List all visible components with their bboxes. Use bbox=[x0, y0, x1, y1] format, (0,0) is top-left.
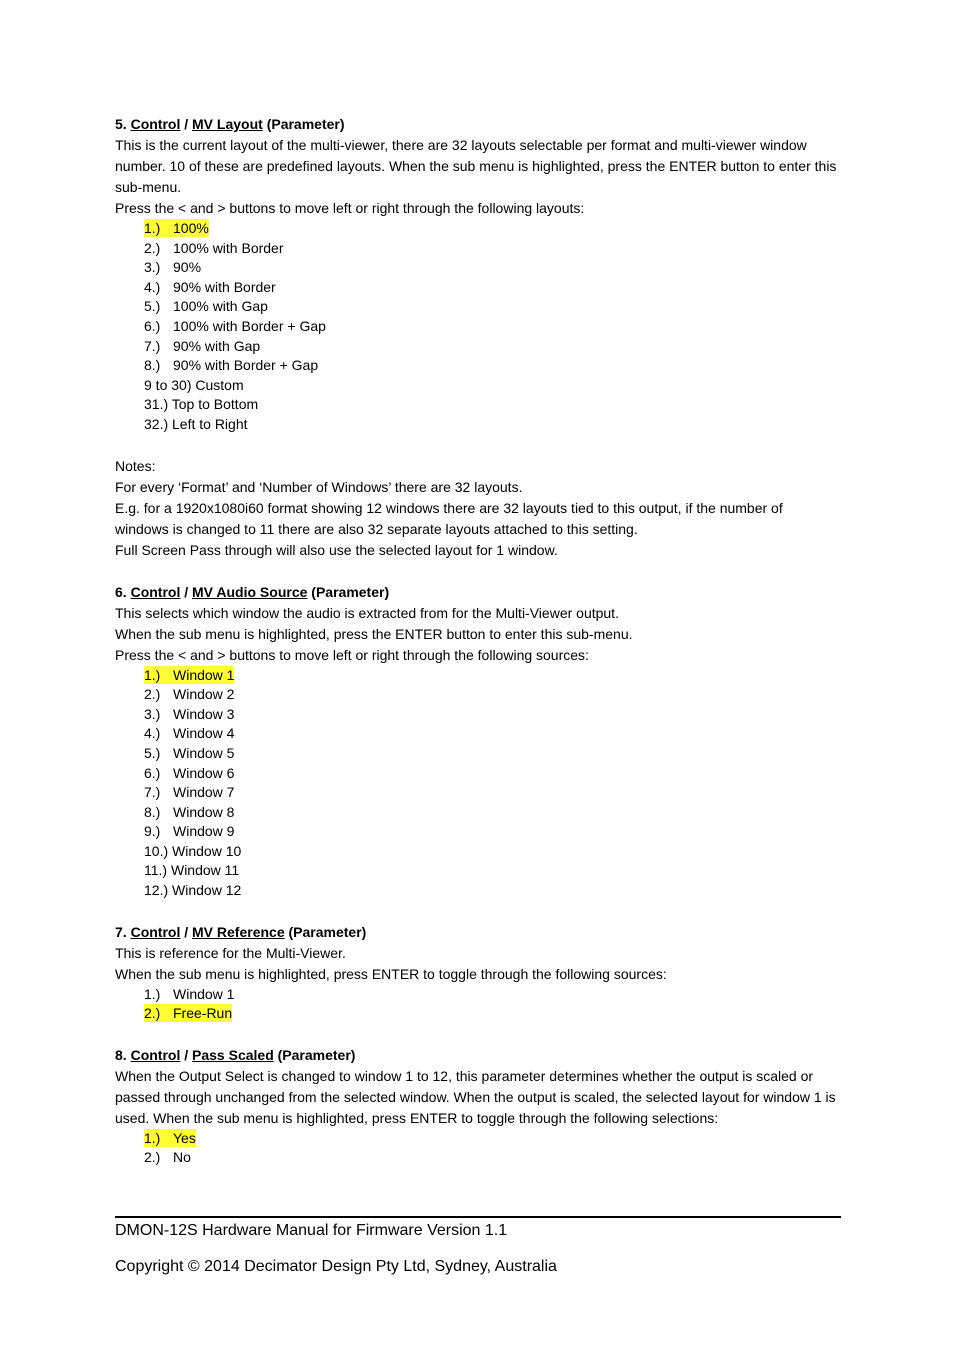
pass-scaled-link[interactable]: Pass Scaled bbox=[192, 1046, 274, 1063]
reference-options-list bbox=[115, 985, 840, 1024]
list-item-number: 9.) bbox=[144, 823, 161, 840]
list-item-number: 8.) bbox=[144, 803, 161, 820]
list-item-text: 32.) Left to Right bbox=[144, 415, 248, 432]
mv-reference-link[interactable]: MV Reference bbox=[192, 923, 285, 940]
list-item-text: Window 1 bbox=[173, 666, 235, 683]
control-link[interactable]: Control bbox=[130, 923, 181, 940]
list-item-text: 31.) Top to Bottom bbox=[144, 396, 259, 413]
section-heading bbox=[115, 582, 840, 603]
highlighted-selection bbox=[144, 1004, 232, 1022]
highlighted-selection bbox=[144, 219, 209, 237]
heading-separator: / bbox=[184, 116, 189, 132]
list-item-number: 1.) bbox=[144, 1129, 161, 1146]
list-item bbox=[115, 685, 840, 705]
highlighted-selection bbox=[144, 1129, 196, 1147]
section-mv-audio-source bbox=[115, 582, 840, 901]
list-item-content bbox=[144, 745, 234, 761]
footer-manual-title: DMON-12S Hardware Manual for Firmware Version 1.1 bbox=[115, 1222, 508, 1239]
list-item-text: Window 2 bbox=[173, 686, 235, 703]
section-number: 8. bbox=[115, 1046, 127, 1063]
list-item bbox=[115, 278, 840, 298]
note-line: E.g. for a 1920x1080i60 format showing 12 windows there are 32 layouts tied to this output, if the number of windows is changed to 11 there are also 32 separate layouts attached to this setting. bbox=[115, 499, 783, 537]
list-item-text: 100% with Border + Gap bbox=[173, 317, 326, 334]
list-item-text: Window 3 bbox=[173, 705, 235, 722]
list-item bbox=[115, 337, 840, 357]
list-item-content bbox=[144, 240, 284, 256]
list-item-number: 1.) bbox=[144, 666, 161, 683]
list-item-content bbox=[144, 706, 234, 722]
list-item bbox=[115, 239, 840, 259]
list-item-content bbox=[144, 298, 268, 314]
list-item bbox=[115, 666, 840, 686]
list-item bbox=[115, 783, 840, 803]
section-heading bbox=[115, 1045, 840, 1066]
list-item bbox=[115, 744, 840, 764]
heading-separator: / bbox=[184, 1046, 189, 1063]
section-heading bbox=[115, 922, 840, 943]
list-item bbox=[115, 356, 840, 376]
section-number: 6. bbox=[115, 583, 127, 600]
section-line: When the sub menu is highlighted, press ENTER to toggle through the following sources: bbox=[115, 965, 667, 982]
section-line: This selects which window the audio is extracted from for the Multi-Viewer output. bbox=[115, 604, 619, 621]
list-item-number: 2.) bbox=[144, 1005, 161, 1022]
list-item-text: Window 6 bbox=[173, 764, 235, 781]
section-mv-reference bbox=[115, 922, 840, 1024]
list-item-text: 12.) Window 12 bbox=[144, 882, 242, 899]
list-item-text: Window 9 bbox=[173, 823, 235, 840]
list-item bbox=[115, 724, 840, 744]
list-item-content bbox=[144, 279, 276, 295]
list-item-number: 1.) bbox=[144, 220, 161, 236]
list-item bbox=[115, 705, 840, 725]
list-item-content bbox=[144, 804, 234, 820]
list-item-number: 7.) bbox=[144, 337, 161, 354]
list-item-content bbox=[144, 357, 318, 373]
section-description: When the Output Select is changed to window 1 to 12, this parameter determines whether the output is scaled or passed through unchanged from the selected window. When the output is scaled, the selected layout for window 1 is used. When the sub menu is highlighted, press ENTER to toggle through the following selections: bbox=[115, 1067, 836, 1126]
list-item bbox=[115, 1148, 840, 1168]
list-item-text: 90% with Border + Gap bbox=[173, 357, 319, 374]
list-item bbox=[115, 317, 840, 337]
pass-scaled-options-list bbox=[115, 1129, 840, 1168]
control-link[interactable]: Control bbox=[130, 583, 181, 600]
heading-separator: / bbox=[184, 583, 189, 600]
list-item bbox=[115, 881, 840, 901]
list-item-content bbox=[144, 725, 234, 741]
footer-copyright: Copyright © 2014 Decimator Design Pty Ltd, Sydney, Australia bbox=[115, 1258, 557, 1275]
manual-page bbox=[115, 114, 840, 1168]
heading-tail: (Parameter) bbox=[277, 1046, 356, 1063]
list-item-text: Window 1 bbox=[173, 985, 235, 1002]
control-link[interactable]: Control bbox=[130, 1046, 181, 1063]
list-item-text: 100% bbox=[173, 220, 209, 236]
list-item-text: 10.) Window 10 bbox=[144, 842, 242, 859]
heading-tail: (Parameter) bbox=[311, 583, 390, 600]
mv-layout-link[interactable]: MV Layout bbox=[192, 116, 263, 132]
audio-source-options-list bbox=[115, 666, 840, 901]
list-item-number: 2.) bbox=[144, 686, 161, 703]
list-item-number: 5.) bbox=[144, 298, 161, 315]
list-item bbox=[115, 803, 840, 823]
list-item bbox=[115, 376, 840, 396]
list-item-number: 2.) bbox=[144, 239, 161, 256]
list-item-number: 7.) bbox=[144, 784, 161, 801]
list-item-text: 100% with Gap bbox=[173, 298, 268, 315]
section-line: When the sub menu is highlighted, press the ENTER button to enter this sub-menu. bbox=[115, 625, 633, 642]
section-line: Press the < and > buttons to move left or right through the following sources: bbox=[115, 646, 589, 663]
list-item-text: Window 7 bbox=[173, 784, 235, 801]
list-item-content bbox=[144, 784, 234, 800]
list-item-text: 90% with Border bbox=[173, 278, 276, 295]
section-number: 5. bbox=[115, 116, 127, 132]
list-item-number: 4.) bbox=[144, 725, 161, 742]
list-item-number: 8.) bbox=[144, 357, 161, 374]
mv-audio-source-link[interactable]: MV Audio Source bbox=[192, 583, 308, 600]
section-line: This is reference for the Multi-Viewer. bbox=[115, 944, 346, 961]
list-item bbox=[115, 985, 840, 1005]
list-item-text: 90% with Gap bbox=[173, 337, 261, 354]
list-item-number: 2.) bbox=[144, 1149, 161, 1166]
list-item-text: Window 5 bbox=[173, 744, 235, 761]
list-item-content bbox=[144, 259, 201, 275]
section-mv-layout bbox=[115, 114, 840, 561]
section-description: This is the current layout of the multi-viewer, there are 32 layouts selectable per format and multi-viewer window number. 10 of these are predefined layouts. When the sub menu is highlighted, press the ENTER button to enter this sub-menu. bbox=[115, 137, 837, 195]
notes-label: Notes: bbox=[115, 457, 156, 474]
list-item-text: Window 4 bbox=[173, 725, 235, 742]
list-item-content bbox=[144, 823, 234, 839]
list-item-content bbox=[144, 765, 234, 781]
control-link[interactable]: Control bbox=[130, 116, 181, 132]
list-item bbox=[115, 1129, 840, 1149]
list-item-content bbox=[144, 318, 326, 334]
list-item bbox=[115, 297, 840, 317]
list-item-content bbox=[144, 986, 234, 1002]
list-item-content bbox=[144, 1149, 191, 1165]
heading-separator: / bbox=[184, 923, 189, 940]
list-item bbox=[115, 219, 840, 239]
note-line: For every ‘Format’ and ‘Number of Windows’ there are 32 layouts. bbox=[115, 478, 523, 495]
heading-tail: (Parameter) bbox=[288, 923, 367, 940]
layout-options-list bbox=[115, 219, 840, 435]
list-item-text: 9 to 30) Custom bbox=[144, 376, 244, 393]
note-line: Full Screen Pass through will also use the selected layout for 1 window. bbox=[115, 541, 558, 558]
list-item-number: 3.) bbox=[144, 705, 161, 722]
list-item-number: 4.) bbox=[144, 278, 161, 295]
highlighted-selection bbox=[144, 666, 234, 684]
section-number: 7. bbox=[115, 923, 127, 940]
heading-tail: (Parameter) bbox=[266, 116, 345, 132]
list-item bbox=[115, 822, 840, 842]
list-item-content bbox=[144, 338, 260, 354]
list-item-text: No bbox=[173, 1149, 191, 1166]
list-item-text: Window 8 bbox=[173, 803, 235, 820]
list-item-content bbox=[144, 686, 234, 702]
list-item bbox=[115, 764, 840, 784]
footer-divider bbox=[115, 1216, 841, 1218]
list-item bbox=[115, 1004, 840, 1024]
list-item bbox=[115, 842, 840, 862]
list-item bbox=[115, 861, 840, 881]
list-item-text: 90% bbox=[173, 259, 202, 276]
list-item-number: 3.) bbox=[144, 259, 161, 276]
section-pass-scaled bbox=[115, 1045, 840, 1168]
list-item-text: Yes bbox=[173, 1129, 196, 1146]
list-item-text: 100% with Border bbox=[173, 239, 284, 256]
list-item-number: 6.) bbox=[144, 317, 161, 334]
list-item-text: 11.) Window 11 bbox=[144, 862, 240, 879]
list-item-number: 1.) bbox=[144, 985, 161, 1002]
list-item bbox=[115, 415, 840, 435]
list-item bbox=[115, 395, 840, 415]
list-item-number: 5.) bbox=[144, 744, 161, 761]
list-item-text: Free-Run bbox=[173, 1005, 233, 1022]
list-item bbox=[115, 258, 840, 278]
section-heading bbox=[115, 114, 840, 135]
list-item-number: 6.) bbox=[144, 764, 161, 781]
section-intro: Press the < and > buttons to move left or right through the following layouts: bbox=[115, 200, 585, 216]
